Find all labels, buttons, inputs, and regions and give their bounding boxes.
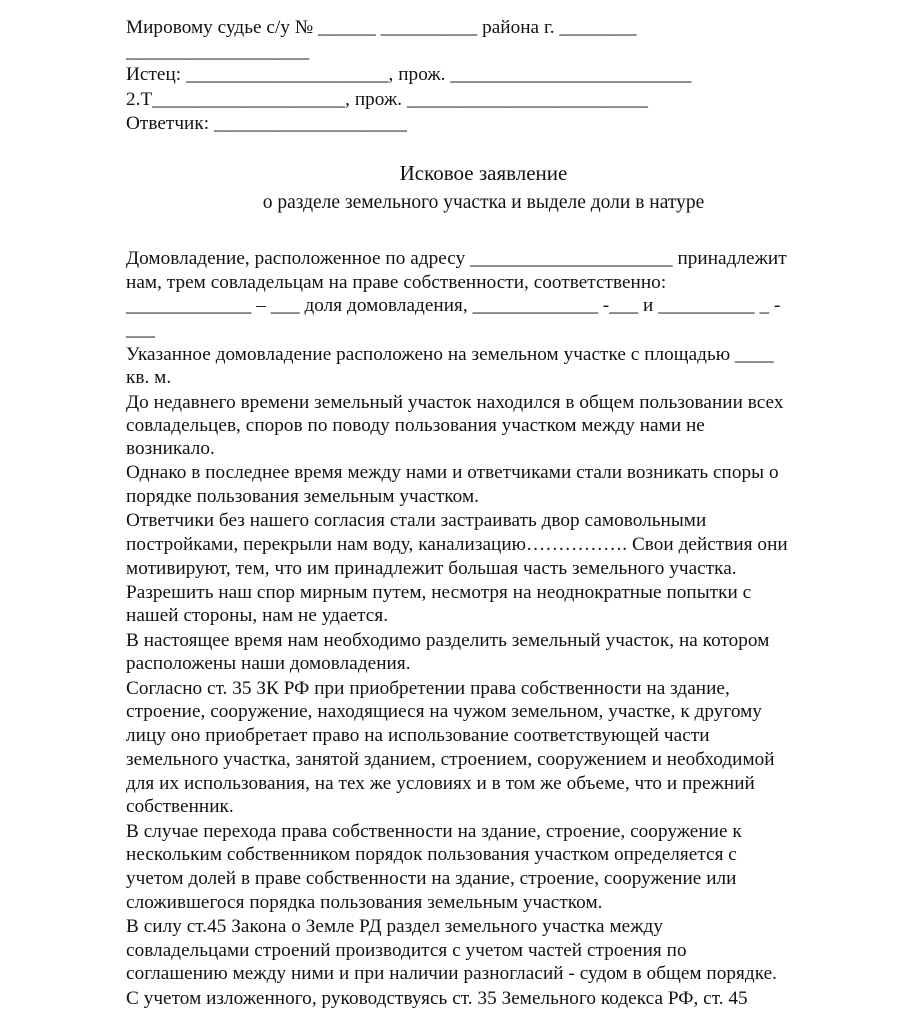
body-line: возникало. [126,438,215,459]
body-line: С учетом изложенного, руководствуясь ст. 35 Земельного кодекса РФ, ст. 45 [126,988,748,1009]
header-line-court: Мировому судье с/у № ______ __________ района г. ________ [126,17,637,38]
body-line: ___ [126,319,155,340]
body-line: собственник. [126,796,234,817]
body-line: соглашению между ними и при наличии разногласий - судом в общем порядке. [126,963,778,984]
body-line: Указанное домовладение расположено на земельном участке с площадью ____ [126,344,774,365]
body-line: постройками, перекрыли нам воду, канализацию……………. Свои действия они [126,534,788,555]
body-line: для их использования, на тех же условиях и в том же объеме, что и прежний [126,773,755,794]
body-line: совладельцев, споров по поводу пользования участком между нами не [126,415,705,436]
body-line: нам, трем совладельцам на праве собственности, соответственно: [126,272,667,293]
body-line: Однако в последнее время между нами и ответчиками стали возникать споры о [126,462,779,483]
body-line: расположены наши домовладения. [126,653,411,674]
body-line: лицу оно приобретает право на использование соответствующей части [126,725,710,746]
body-line: порядке пользования земельным участком. [126,486,479,507]
body-line: нескольким собственником порядок пользования участком определяется с [126,844,737,865]
body-line: сложившегося порядка пользования земельным участком. [126,892,603,913]
body-line: совладельцами строений производится с учетом частей строения по [126,940,687,961]
body-line: кв. м. [126,367,172,388]
body-line: _____________ – ___ доля домовладения, _____________ -___ и __________ _ - [126,295,781,316]
body-line: Домовладение, расположенное по адресу _____________________ принадлежит [126,248,787,269]
body-line: До недавнего времени земельный участок находился в общем пользовании всех [126,392,784,413]
body-line: Ответчики без нашего согласия стали застраивать двор самовольными [126,510,707,531]
header-line-court-cont: ___________________ [126,41,310,62]
body-line: мотивируют, тем, что им принадлежит большая часть земельного участка. [126,558,737,579]
body-line: учетом долей в праве собственности на здание, строение, сооружение или [126,868,737,889]
document-title: Исковое заявление [399,161,568,185]
header-line-defendant: Ответчик: ____________________ [126,113,407,134]
body-line: В случае перехода права собственности на здание, строение, сооружение к [126,821,742,842]
document-subtitle: о разделе земельного участка и выделе доли в натуре [262,192,705,213]
body-line: Согласно ст. 35 ЗК РФ при приобретении права собственности на здание, [126,678,730,699]
body-line: строение, сооружение, находящиеся на чужом земельном, участке, к другому [126,701,762,722]
header-line-plaintiff-2: 2.Т____________________, прож. _________________________ [126,89,649,110]
body-line: В силу ст.45 Закона о Земле РД раздел земельного участка между [126,916,663,937]
body-line: Разрешить наш спор мирным путем, несмотря на неоднократные попытки с [126,582,752,603]
body-line: земельного участка, занятой зданием, строением, сооружением и необходимой [126,749,775,770]
body-line: В настоящее время нам необходимо разделить земельный участок, на котором [126,630,770,651]
body-line: нашей стороны, нам не удается. [126,605,389,626]
header-line-plaintiff: Истец: _____________________, прож. _________________________ [126,64,692,85]
